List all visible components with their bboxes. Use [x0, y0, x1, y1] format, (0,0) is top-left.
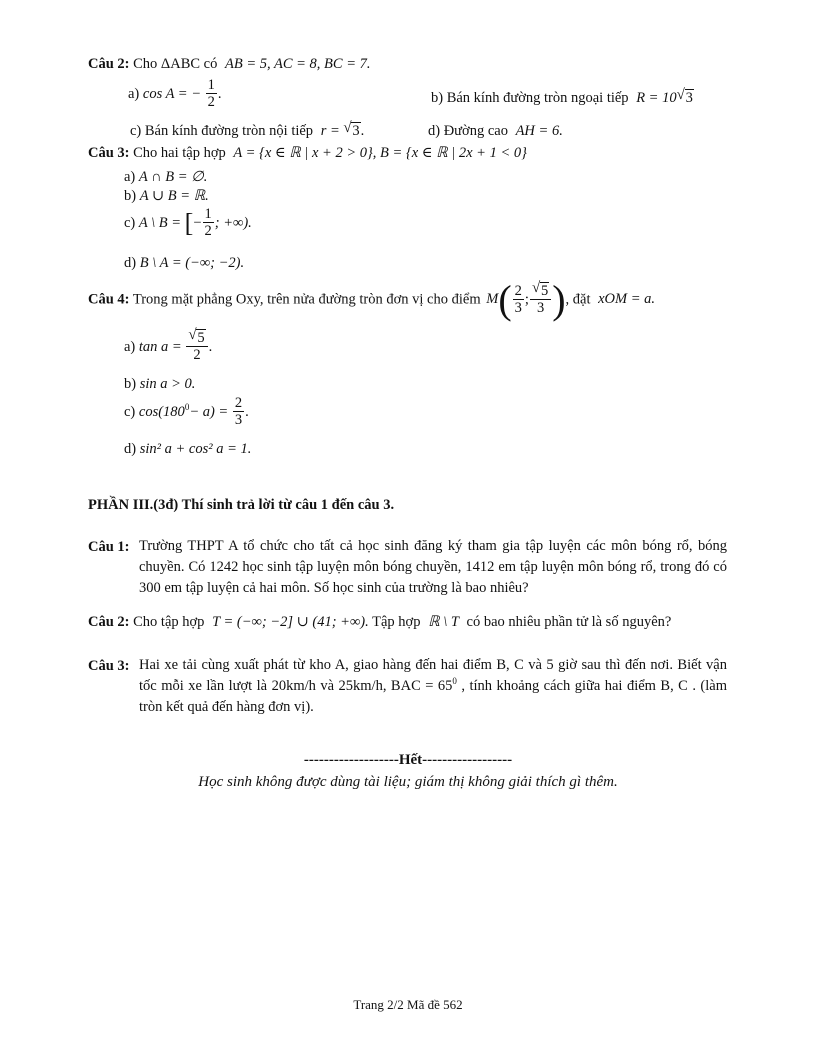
sqrt-icon: √ 5	[188, 327, 205, 346]
q2-a-den: 2	[207, 94, 215, 111]
q4-d-label: d)	[124, 441, 137, 457]
q2-b-text: b) Bán kính đường tròn ngoại tiếp	[431, 90, 629, 106]
sqrt-icon: √ 5	[531, 279, 549, 299]
q4-c-sup: 0	[184, 401, 190, 412]
q4-b-label: b)	[124, 376, 137, 392]
q2-c-text: c) Bán kính đường tròn nội tiếp	[130, 123, 314, 139]
p3q3-text-b: , tính khoảng cách giữa hai điểm B, C . (làm tròn kết quả đến hàng đơn vị).	[139, 678, 728, 715]
q4-point: M	[486, 291, 499, 308]
q2-label: Câu 2:	[88, 56, 130, 72]
q2-stem	[88, 57, 371, 72]
q3-b-label: b)	[124, 188, 137, 204]
q3-option-d	[124, 256, 244, 271]
q3-option-a	[124, 170, 207, 185]
q2-stem-text: Cho ΔABC có	[133, 56, 218, 72]
part3-heading: PHẦN III.(3đ) Thí sinh trả lời từ câu 1 đến câu 3.	[88, 497, 395, 513]
q2-a-num: 1	[207, 77, 215, 93]
q2-a-label: a)	[128, 85, 140, 102]
q4-option-d	[124, 442, 251, 457]
q2-option-d	[428, 124, 563, 139]
q2-stem-math: AB = 5, AC = 8, BC = 7.	[225, 56, 371, 72]
q4-option-a: a) tan a = √ 5 2 .	[124, 327, 213, 364]
q4-py-fraction: √ 5 3	[530, 284, 551, 317]
q2-option-c: c) Bán kính đường tròn nội tiếp r = √ 3.	[130, 120, 365, 139]
q4-a-lhs: tan a =	[138, 338, 182, 355]
q4-stem: Câu 4: Trong mặt phẳng Oxy, trên nửa đường tròn đơn vị cho điểm M( $\frac{2}{3}$ ; √ 5 3 ), đặt xOM = a.	[88, 277, 656, 322]
q4-option-b	[124, 377, 195, 392]
q3-c-label: c)	[124, 214, 136, 231]
q4-px-fraction: $\frac{2}{3}$	[514, 282, 522, 316]
p3q2-label: Câu 2:	[88, 614, 130, 630]
end-note: Học sinh không được dùng tài liệu; giám thị không giải thích gì thêm.	[198, 774, 618, 790]
q2-d-math: AH = 6.	[515, 123, 563, 139]
q4-stem-tail: , đặt	[565, 291, 591, 308]
q3-label: Câu 3:	[88, 145, 130, 161]
q4-stem-text: Trong mặt phẳng Oxy, trên nửa đường tròn đơn vị cho điểm	[132, 291, 481, 308]
q3-d-label: d)	[124, 255, 137, 271]
q4-angle: xOM = a.	[598, 291, 656, 308]
p3q3-sup: 0	[452, 676, 457, 686]
sqrt-icon: √ 3	[343, 120, 360, 139]
q4-a-label: a)	[124, 338, 136, 355]
q3-a-label: a)	[124, 169, 136, 185]
p3q2-text1: Cho tập hợp	[133, 614, 205, 630]
q2-option-a: a) cos A = − $\frac{1}{2}$ .	[128, 77, 222, 111]
q4-b-math: sin a > 0.	[139, 376, 196, 392]
q3-option-c: c) A \ B = [− $\frac{1}{2}$ ; +∞).	[124, 206, 252, 240]
q2-b-math: R = 10	[636, 90, 677, 106]
q3-c-lhs: A \ B =	[138, 214, 182, 231]
q4-c-label: c)	[124, 403, 136, 420]
p3q3-text-a: Hai xe tải cùng xuất phát từ kho A, giao hàng đến hai điểm B, C và 5 giờ sau thì đến nơi. Biết vận tốc mỗi xe lần lượt là 20km/h và 25km/h, BAC = 65	[139, 657, 727, 694]
p3q2-math1: T = (−∞; −2] ∪ (41; +∞).	[212, 614, 369, 630]
p3q2-math2: ℝ \ T	[428, 614, 459, 630]
q3-c-fraction: $\frac{1}{2}$	[204, 206, 212, 240]
q4-c-lhs: cos(180	[138, 403, 185, 420]
p3q1-label: Câu 1:	[88, 539, 130, 555]
q3-stem-text: Cho hai tập hợp	[133, 145, 226, 161]
q4-d-math: sin² a + cos² a = 1.	[139, 441, 252, 457]
q3-b-math: A ∪ B = ℝ.	[139, 188, 209, 204]
p3q2-text2: Tập hợp	[372, 614, 421, 630]
p3q1-text: Trường THPT A tổ chức cho tất cả học sinh đăng ký tham gia tập luyện các môn bóng rổ, bóng chuyền. Có 1242 học sinh tập luyện môn bóng chuyền, 1412 em tập luyện môn bóng rổ, trong đó có 300 em tập luyện cả hai môn. Số học sinh của trường là bao nhiêu?	[139, 538, 727, 596]
q3-stem	[88, 146, 527, 161]
q4-label: Câu 4:	[88, 291, 130, 308]
q2-c-math: r =	[320, 123, 340, 139]
q2-a-fraction	[206, 78, 217, 111]
sqrt-icon: √ 3	[676, 87, 693, 106]
q4-c-mid: − a) =	[189, 403, 229, 420]
q3-option-b	[124, 189, 209, 204]
q4-c-fraction: $\frac{2}{3}$	[234, 395, 243, 429]
end-title: -------------------Hết------------------	[303, 752, 513, 768]
p3q3-label: Câu 3:	[88, 658, 130, 674]
page-footer: Trang 2/2 Mã đề 562	[353, 997, 463, 1012]
p3q2	[88, 615, 671, 630]
q2-d-text: d) Đường cao	[428, 123, 508, 139]
p3q3-text	[139, 655, 727, 718]
q3-a-math: A ∩ B = ∅.	[138, 169, 208, 185]
q4-a-fraction: √ 5 2	[186, 331, 207, 364]
q4-option-c: c) $\cos(180^0- a)$ = $\frac{2}{3}$ .	[124, 395, 249, 429]
q2-a-lhs: cos A = −	[142, 85, 201, 102]
q3-set-a: A = {x ∈ ℝ | x + 2 > 0},	[233, 145, 377, 161]
q3-set-b: B = {x ∈ ℝ | 2x + 1 < 0}	[380, 145, 527, 161]
q3-d-math: B \ A = (−∞; −2).	[139, 255, 245, 271]
q3-c-tail: ; +∞).	[214, 214, 252, 231]
q2-option-b	[431, 87, 694, 106]
p3q2-text3: có bao nhiêu phần tử là số nguyên?	[466, 614, 672, 630]
